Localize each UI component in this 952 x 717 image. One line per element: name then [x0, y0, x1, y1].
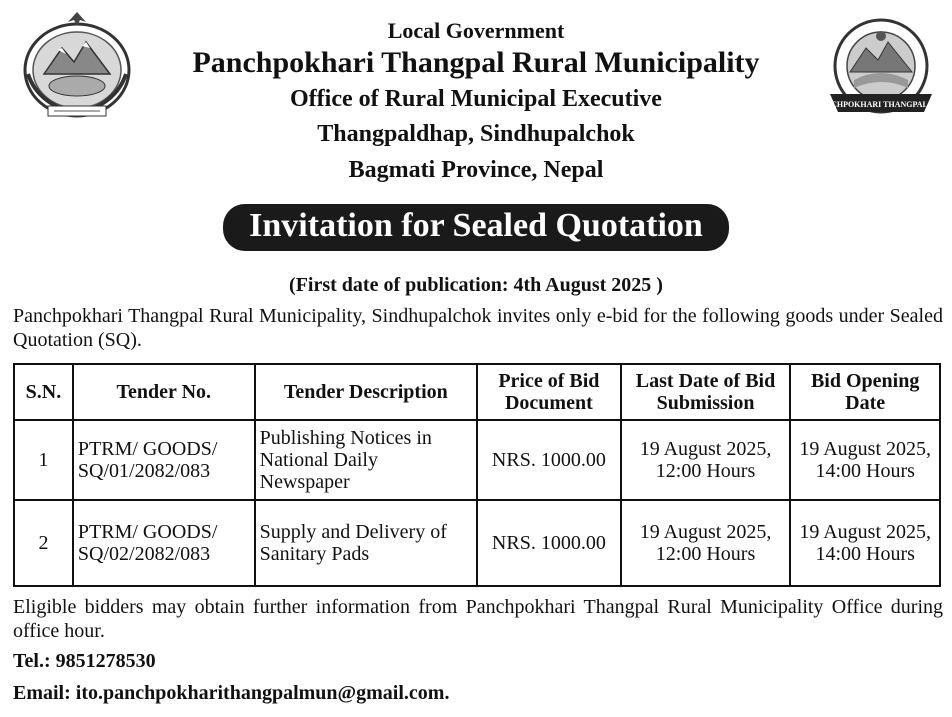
notice-title: Invitation for Sealed Quotation — [223, 204, 729, 251]
cell-last-date: 19 August 2025, 12:00 Hours — [621, 500, 791, 586]
header-last-date: Last Date of Bid Submission — [621, 364, 791, 420]
header-price: Price of Bid Document — [477, 364, 621, 420]
table-row — [14, 420, 940, 500]
header-description: Tender Description — [255, 364, 477, 420]
publication-date: (First date of publication: 4th August 2025 ) — [289, 274, 663, 296]
header-tender-no: Tender No. — [73, 364, 255, 420]
office-name: Office of Rural Municipal Executive — [290, 86, 662, 112]
header-opening-date: Bid Opening Date — [790, 364, 940, 420]
cell-price: NRS. 1000.00 — [477, 500, 621, 586]
eligibility-paragraph: Eligible bidders may obtain further information from Panchpokhari Thangpal Rural Municipality Office during office hour. — [13, 596, 943, 642]
table-row — [14, 500, 940, 586]
contact-email: Email: ito.panchpokharithangpalmun@gmail.com. — [13, 682, 450, 704]
seal-ribbon-text: PANCHPOKHARI THANGPAL R.M. — [815, 100, 947, 109]
header-sn: S.N. — [14, 364, 73, 420]
cell-description: Supply and Delivery of Sanitary Pads — [255, 500, 477, 586]
cell-sn: 1 — [14, 420, 73, 500]
intro-paragraph: Panchpokhari Thangpal Rural Municipality, Sindhupalchok invites only e-bid for the following goods under Sealed Quotation (SQ). — [13, 305, 943, 351]
province-name: Bagmati Province, Nepal — [348, 157, 604, 183]
cell-opening-date: 19 August 2025, 14:00 Hours — [790, 420, 940, 500]
cell-sn: 2 — [14, 500, 73, 586]
cell-tender-no: PTRM/ GOODS/ SQ/01/2082/083 — [73, 420, 255, 500]
government-level: Local Government — [387, 18, 565, 43]
table-header-row — [14, 364, 940, 420]
contact-telephone: Tel.: 9851278530 — [13, 650, 156, 672]
cell-price: NRS. 1000.00 — [477, 420, 621, 500]
cell-tender-no: PTRM/ GOODS/ SQ/02/2082/083 — [73, 500, 255, 586]
cell-last-date: 19 August 2025, 12:00 Hours — [621, 420, 791, 500]
title-banner — [0, 204, 952, 251]
municipality-name: Panchpokhari Thangpal Rural Municipality — [192, 46, 760, 79]
tender-table — [13, 363, 941, 587]
notice-header — [0, 0, 952, 190]
cell-opening-date: 19 August 2025, 14:00 Hours — [790, 500, 940, 586]
office-address: Thangpaldhap, Sindhupalchok — [317, 121, 635, 147]
cell-description: Publishing Notices in National Daily Newspaper — [255, 420, 477, 500]
